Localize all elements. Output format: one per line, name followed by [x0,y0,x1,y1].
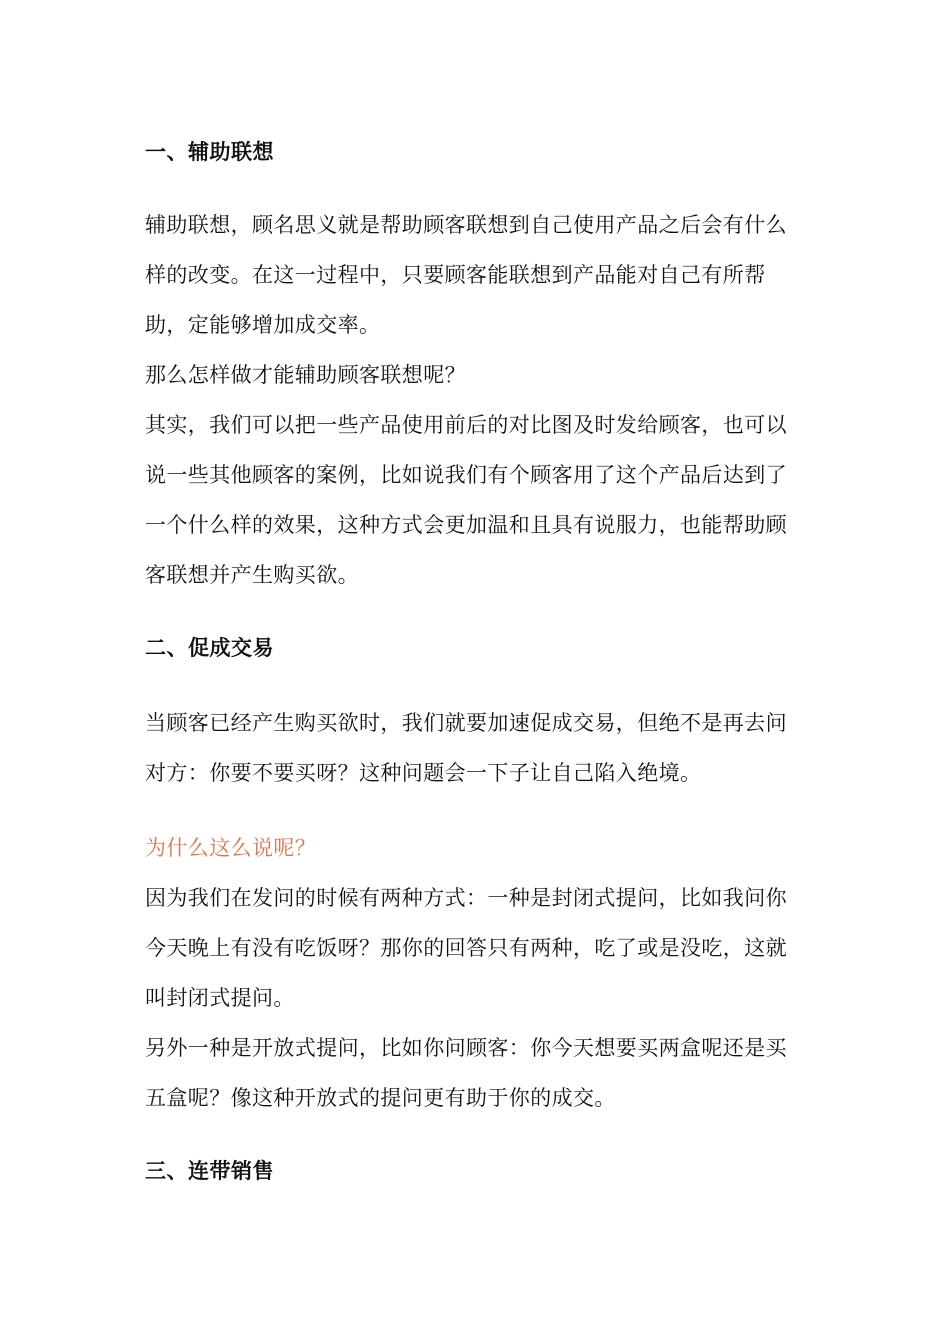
section-1-paragraph-1: 辅助联想，顾名思义就是帮助顾客联想到自己使用产品之后会有什么样的改变。在这一过程中，只要顾客能联想到产品能对自己有所帮助，定能够增加成交率。 [145,213,787,337]
section-heading-2: 二、促成交易 [145,636,274,660]
section-2-explanation-1: 因为我们在发问的时候有两种方式：一种是封闭式提问，比如我问你今天晚上有没有吃饭呀？那你的回答只有两种，吃了或是没吃，这就叫封闭式提问。 [145,886,787,1010]
section-heading-3: 三、连带销售 [145,1159,274,1183]
section-1-paragraph-2: 那么怎样做才能辅助顾客联想呢？ [145,363,466,387]
section-1-paragraph-3: 其实，我们可以把一些产品使用前后的对比图及时发给顾客，也可以说一些其他顾客的案例，比如说我们有个顾客用了这个产品后达到了一个什么样的效果，这种方式会更加温和且具有说服力，也能帮助顾客联想并产生购买欲。 [145,413,787,587]
section-2-explanation-2: 另外一种是开放式提问，比如你问顾客：你今天想要买两盒呢还是买五盒呢？像这种开放式的提问更有助于你的成交。 [145,1036,787,1110]
section-heading-1: 一、辅助联想 [145,140,274,164]
section-2-paragraph-1: 当顾客已经产生购买欲时，我们就要加速促成交易，但绝不是再去问对方：你要不要买呀？这种问题会一下子让自己陷入绝境。 [145,711,787,785]
section-2-question: 为什么这么说呢？ [145,836,317,860]
